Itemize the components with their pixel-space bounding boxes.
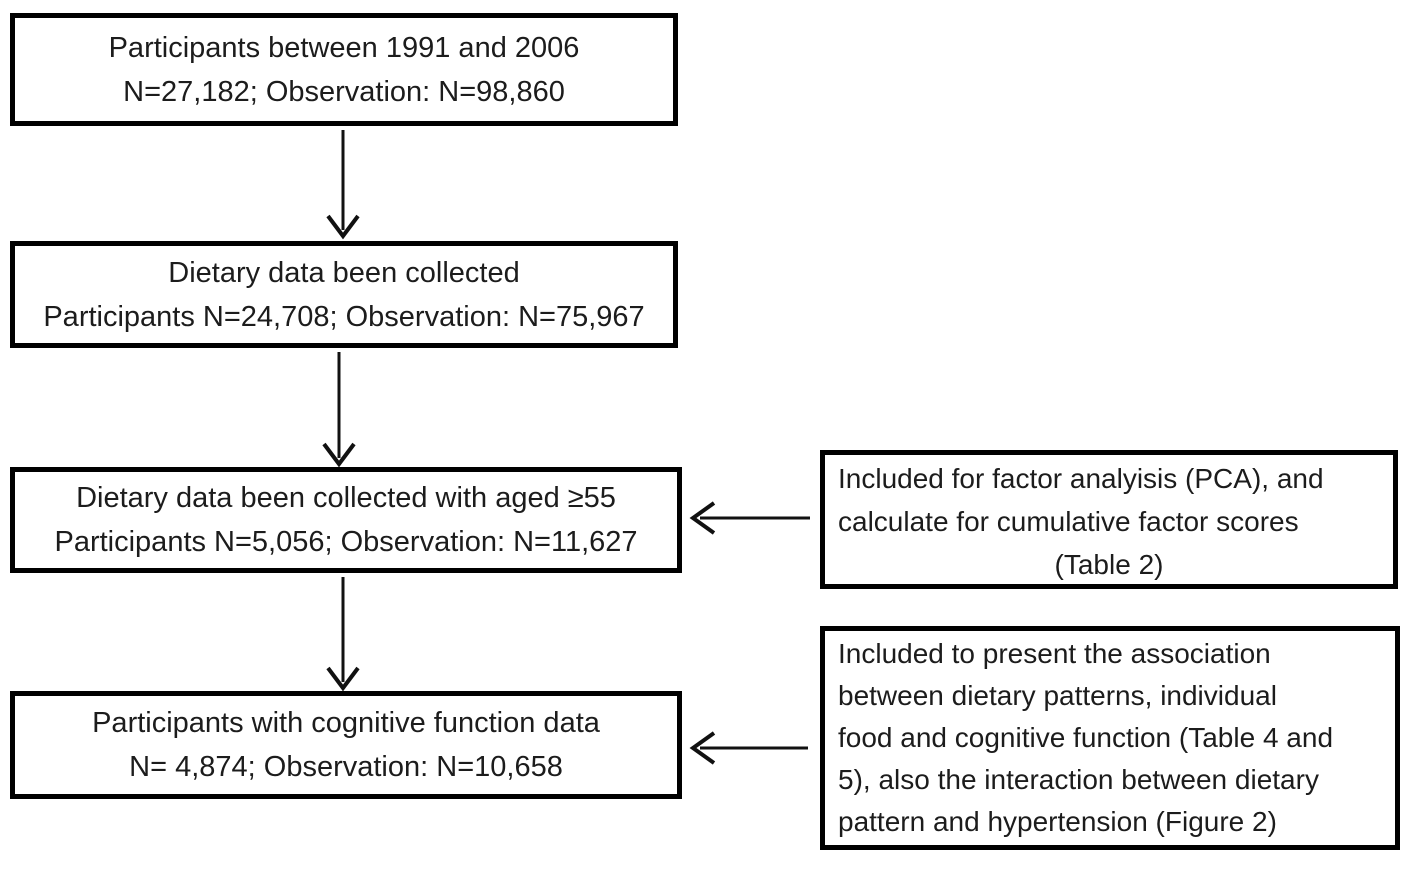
box-cognitive-function-data (10, 691, 682, 799)
box-dietary-data-aged-55 (10, 467, 682, 573)
box-text-line: 5), also the interaction between dietary (838, 764, 1319, 795)
box-text-line: pattern and hypertension (Figure 2) (838, 806, 1277, 837)
down-arrow-icon (328, 577, 358, 688)
box-text-line: N= 4,874; Observation: N=10,658 (129, 751, 563, 783)
box-text-line: Participants with cognitive function data (92, 707, 600, 739)
note-box-association-analysis (820, 626, 1400, 850)
box-text-line: between dietary patterns, individual (838, 680, 1277, 711)
box-participants-1991-2006 (10, 13, 678, 126)
box-text-line: Participants between 1991 and 2006 (108, 31, 580, 64)
box-text-line: Dietary data been collected with aged ≥55 (76, 482, 616, 514)
box-text-line: Participants N=24,708; Observation: N=75,967 (43, 300, 645, 333)
box-dietary-data-collected (10, 241, 678, 348)
box-text-line: N=27,182; Observation: N=98,860 (123, 75, 565, 108)
box-text-line: (Table 2) (1054, 549, 1164, 580)
down-arrow-icon (328, 130, 358, 236)
down-arrow-icon (324, 352, 354, 464)
box-text-line: Dietary data been collected (168, 256, 520, 289)
left-arrow-icon (693, 733, 808, 763)
box-text-line: Included to present the association (838, 638, 1271, 669)
box-text-line: Participants N=5,056; Observation: N=11,627 (54, 526, 638, 558)
box-text-line: calculate for cumulative factor scores (838, 506, 1299, 537)
box-text-line: Included for factor analyisis (PCA), and (838, 463, 1324, 494)
note-box-factor-analysis (820, 450, 1398, 589)
left-arrow-icon (693, 503, 810, 533)
box-text-line: food and cognitive function (Table 4 and (838, 722, 1334, 753)
